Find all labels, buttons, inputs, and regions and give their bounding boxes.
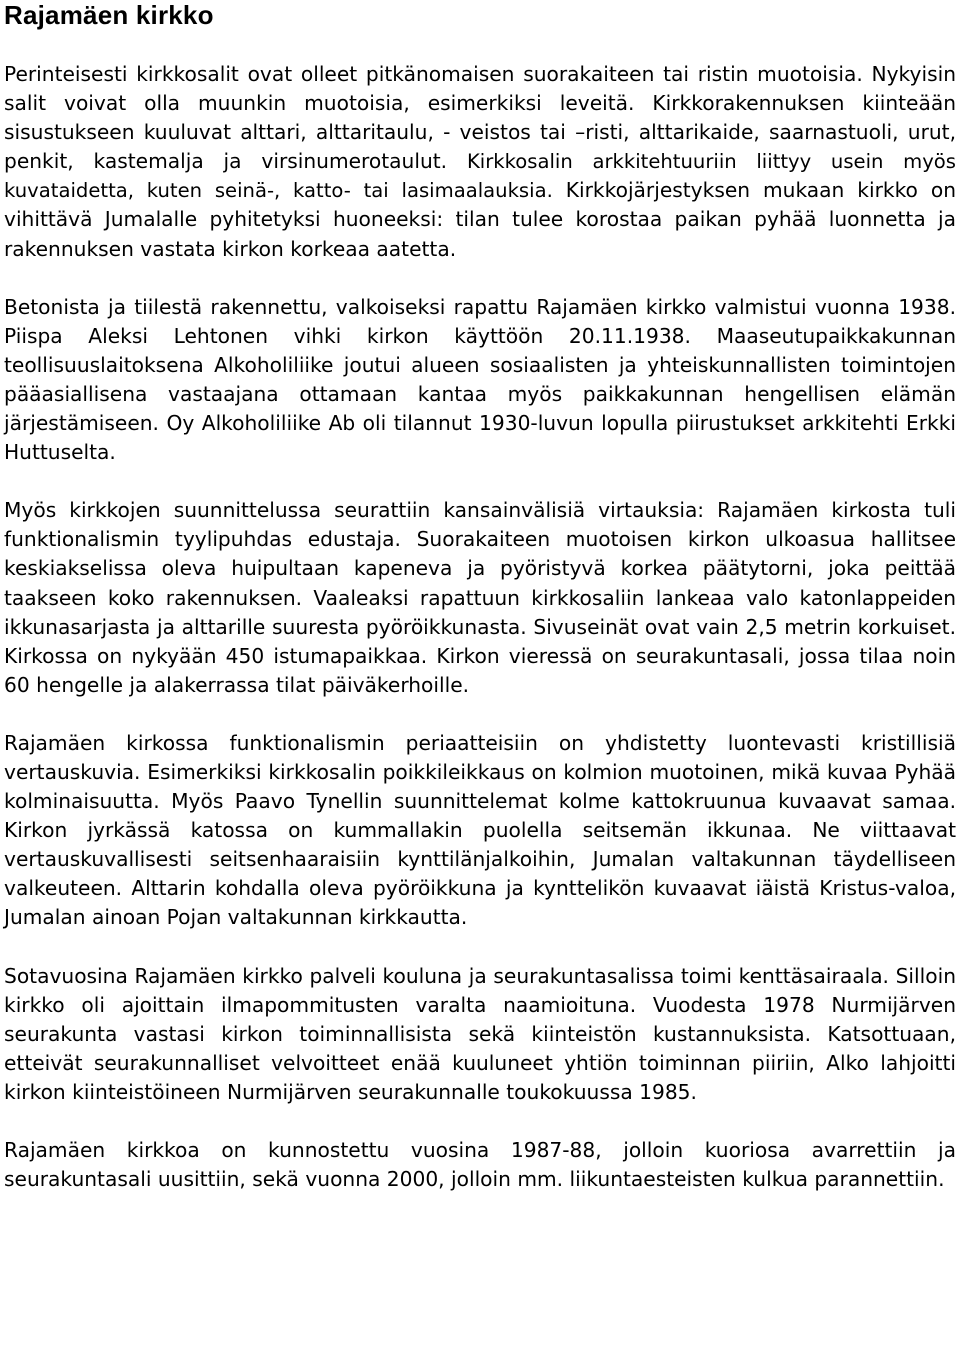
paragraph-2-text: Betonista ja tiilestä rakennettu, valkoiseksi rapattu Rajamäen kirkko valmistui vuonna 1938. Piispa Aleksi Lehtonen vihki kirkon käyttöön 20.11.1938. Maaseutupaikkakunnan teollisuuslaitoksena Alkoholiliike joutui alueen sosiaalisten ja yhteiskunnallisten toimintojen pääasiallisena vastaajana ottamaan kantaa myös paikkakunnan hengellisen elämän järjestämiseen. Oy Alkoholiliike Ab oli tilannut 1930-luvun lopulla piirustukset arkkitehti Erkki Huttuselta. xyxy=(4,294,956,465)
paragraph-1-text-b: Kirkkosalin arkkitehtuuriin liittyy usein myös kuvataidetta, kuten seinä-, katto- tai lasimaalauksia. xyxy=(4,150,956,203)
paragraph-6 xyxy=(4,1136,956,1194)
paragraph-4-text: Rajamäen kirkossa funktionalismin periaatteisiin on yhdistetty luontevasti kristillisiä vertauskuvia. Esimerkiksi kirkkosalin poikkileikkaus on kolmion muotoinen, mikä kuvaa Pyhää kolminaisuutta. Myös Paavo Tynellin suunnittelemat kolme kattokruunua kuvaavat samaa. Kirkon jyrkässä katossa on kummallakin puolella seitsemän ikkunaa. Ne viittaavat vertauskuvallisesti seitsenhaaraisiin kynttilänjalkoihin, Jumalan valtakunnan täydelliseen valkeuteen. Alttarin kohdalla oleva pyöröikkuna ja kynttelikön kuvaavat iäistä Kristus-valoa, Jumalan ainoan Pojan valtakunnan kirkkautta. xyxy=(4,730,956,930)
document-title: Rajamäen kirkko xyxy=(4,0,214,30)
document-page xyxy=(4,0,956,1194)
paragraph-5 xyxy=(4,962,956,1107)
paragraph-2 xyxy=(4,293,956,468)
paragraph-3-text: Myös kirkkojen suunnittelussa seurattiin kansainvälisiä virtauksia: Rajamäen kirkosta tuli funktionalismin tyylipuhdas edustaja. Suorakaiteen muotoisen kirkon ulkoasua hallitsee keskiakselissa oleva huipultaan kapeneva ja pyöristyvä korkea päätytorni, joka peittää taakseen koko rakennuksen. Vaaleaksi rapattuun kirkkosaliin lankeaa valo katonlappeiden ikkunasarjasta ja alttarille suuresta pyöröikkunasta. Sivuseinät ovat vain 2,5 metrin korkuiset. Kirkossa on nykyään 450 istumapaikkaa. Kirkon vieressä on seurakuntasali, jossa tilaa noin 60 hengelle ja alakerrassa tilat päiväkerhoille. xyxy=(4,498,956,697)
paragraph-1-text-a: Perinteisesti kirkkosalit ovat olleet pitkänomaisen suorakaiteen tai ristin muotoisia. Nykyisin salit voivat olla muunkin muotoisia, esimerkiksi leveitä. Kirkkorakennuksen kiinteään sisustukseen kuuluvat alttari, alttaritaulu, - veistos tai –risti, alttarikaide, saarnastuoli, urut, penkit, kastemalja ja virsinumerotaulut. xyxy=(4,62,956,174)
paragraph-5-text: Sotavuosina Rajamäen kirkko palveli kouluna ja seurakuntasalissa toimi kenttäsairaala. Silloin kirkko oli ajoittain ilmapommitusten varalta naamioituna. Vuodesta 1978 Nurmijärven seurakunta vastasi kirkon toiminnallisista sekä kiinteistön kustannuksista. Katsottuaan, etteivät seurakunnalliset velvoitteet enää kuuluneet yhtiön toiminnan piiriin, Alko lahjoitti kirkon kiinteistöineen Nurmijärven seurakunnalle toukokuussa 1985. xyxy=(4,963,956,1104)
paragraph-4 xyxy=(4,729,956,933)
paragraph-6-text: Rajamäen kirkkoa on kunnostettu vuosina 1987-88, jolloin kuoriosa avarrettiin ja seurakuntasali uusittiin, sekä vuonna 2000, jolloin mm. liikuntaesteisten kulkua parannettiin. xyxy=(4,1138,956,1192)
paragraph-1-text-c: Kirkkojärjestyksen mukaan kirkko on vihittävä Jumalalle pyhitetyksi huoneeksi: tilan tulee korostaa paikan pyhää luonnetta ja rakennuksen vastata kirkon korkeaa aatetta. xyxy=(4,178,957,261)
paragraph-1 xyxy=(4,60,956,264)
paragraph-3 xyxy=(4,496,956,700)
